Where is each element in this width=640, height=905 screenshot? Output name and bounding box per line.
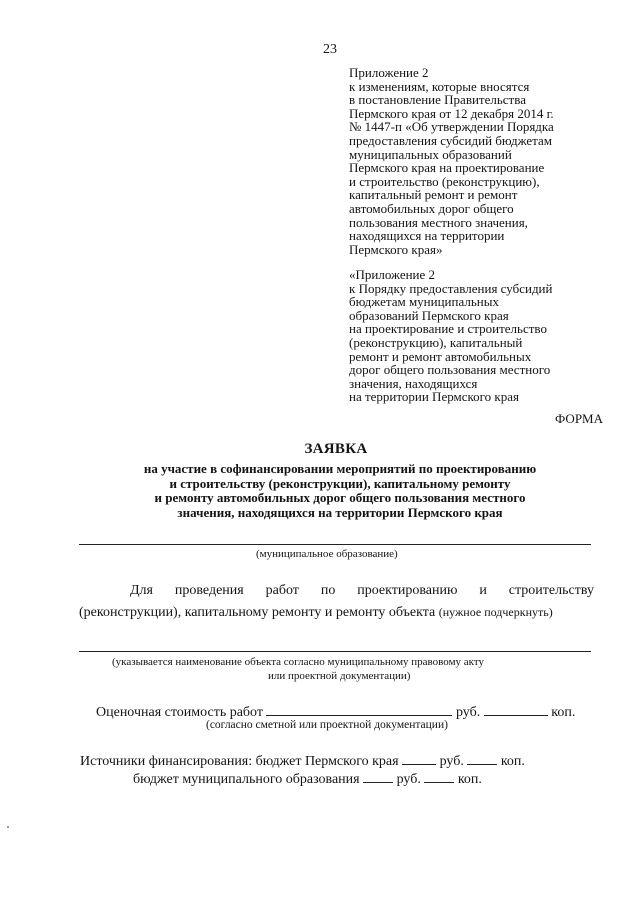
document-title: ЗАЯВКА — [304, 441, 368, 457]
appendix-2-line: ремонт и ремонт автомобильных — [349, 348, 532, 364]
appendix-1-line: Приложение 2 — [349, 65, 429, 80]
estimate-label: Оценочная стоимость работ — [96, 705, 263, 720]
purpose-word: работ — [265, 583, 299, 598]
purpose-word: проведения — [174, 583, 244, 598]
appendix-2-line: образований Пермского края — [349, 307, 509, 323]
subtitle-line: на участие в софинансировании мероприятий по проектированию — [143, 461, 537, 476]
regional-rub-field[interactable] — [402, 752, 436, 765]
municipal-budget-label: бюджет муниципального образования — [133, 772, 360, 787]
subtitle-line: значения, находящихся на территории Пермского края — [177, 504, 503, 520]
purpose-word: проектированию — [357, 583, 458, 598]
municipal-kop-unit: коп. — [457, 772, 482, 787]
estimate-kop-field[interactable] — [484, 703, 548, 716]
funding-label: Источники финансирования: бюджет Пермского края — [80, 754, 399, 769]
estimate-rub-field[interactable] — [266, 703, 452, 716]
object-hint-line-2: или проектной документации) — [268, 670, 411, 682]
object-hint-line-1: (указывается наименование объекта согласно муниципальному правовому акту — [112, 656, 485, 668]
appendix-1-line: муниципальных образований — [349, 146, 512, 162]
purpose-word: по — [320, 583, 336, 598]
appendix-1-line: автомобильных дорог общего — [349, 200, 514, 216]
appendix-2-line: значения, находящихся — [349, 375, 478, 391]
appendix-1-header — [349, 66, 554, 256]
regional-kop-unit: коп. — [500, 754, 525, 769]
purpose-note: (нужное подчеркнуть) — [438, 605, 553, 619]
appendix-1-line: находящихся на территории — [349, 228, 505, 244]
appendix-1-line: Пермского края» — [349, 241, 443, 257]
appendix-2-line: на проектирование и строительство — [349, 321, 547, 337]
estimate-kop-unit: коп. — [551, 705, 576, 720]
appendix-1-line: и строительство (реконструкцию), — [349, 173, 540, 189]
subtitle-line: и ремонту автомобильных дорог общего пользования местного — [154, 490, 526, 505]
municipal-kop-field[interactable] — [424, 770, 454, 783]
municipal-rub-unit: руб. — [396, 772, 421, 787]
municipality-field[interactable] — [79, 544, 591, 545]
purpose-word: и — [479, 583, 487, 598]
funding-line-2 — [133, 770, 482, 788]
object-name-field[interactable] — [79, 651, 591, 652]
appendix-1-line: Пермского края от 12 декабря 2014 г. — [349, 105, 554, 121]
appendix-2-line: «Приложение 2 — [349, 267, 436, 282]
funding-line-1 — [80, 752, 525, 770]
appendix-1-line: Пермского края на проектирование — [349, 160, 545, 176]
appendix-1-line: № 1447-п «Об утверждении Порядка — [349, 119, 554, 135]
estimate-rub-unit: руб. — [455, 705, 481, 720]
form-label: ФОРМА — [555, 411, 603, 426]
document-subtitle — [60, 462, 620, 520]
scan-speck — [7, 826, 9, 828]
municipal-rub-field[interactable] — [363, 770, 393, 783]
subtitle-line: и строительству (реконструкции), капитальному ремонту — [169, 475, 511, 491]
appendix-2-line: (реконструкцию), капитальный — [349, 334, 523, 350]
purpose-text: (реконструкции), капитальному ремонту и ремонту объекта — [79, 605, 436, 620]
estimate-hint: (согласно сметной или проектной документации) — [206, 719, 448, 731]
appendix-1-line: предоставления субсидий бюджетам — [349, 132, 552, 148]
appendix-2-line: на территории Пермского края — [349, 389, 519, 405]
appendix-2-line: бюджетам муниципальных — [349, 294, 499, 310]
purpose-word: строительству — [508, 583, 594, 598]
appendix-2-line: к Порядку предоставления субсидий — [349, 280, 553, 296]
purpose-line-2 — [79, 605, 553, 621]
purpose-line-1 — [130, 583, 594, 599]
appendix-1-line: капитальный ремонт и ремонт — [349, 187, 518, 203]
appendix-2-line: дорог общего пользования местного — [349, 362, 551, 378]
appendix-2-header — [349, 268, 552, 404]
page-number: 23 — [323, 42, 337, 57]
appendix-1-line: пользования местного значения, — [349, 214, 528, 230]
appendix-1-line: к изменениям, которые вносятся — [349, 78, 530, 94]
municipality-hint: (муниципальное образование) — [256, 548, 398, 560]
appendix-1-line: в постановление Правительства — [349, 92, 526, 108]
purpose-word: Для — [130, 583, 153, 598]
regional-kop-field[interactable] — [467, 752, 497, 765]
regional-rub-unit: руб. — [439, 754, 464, 769]
